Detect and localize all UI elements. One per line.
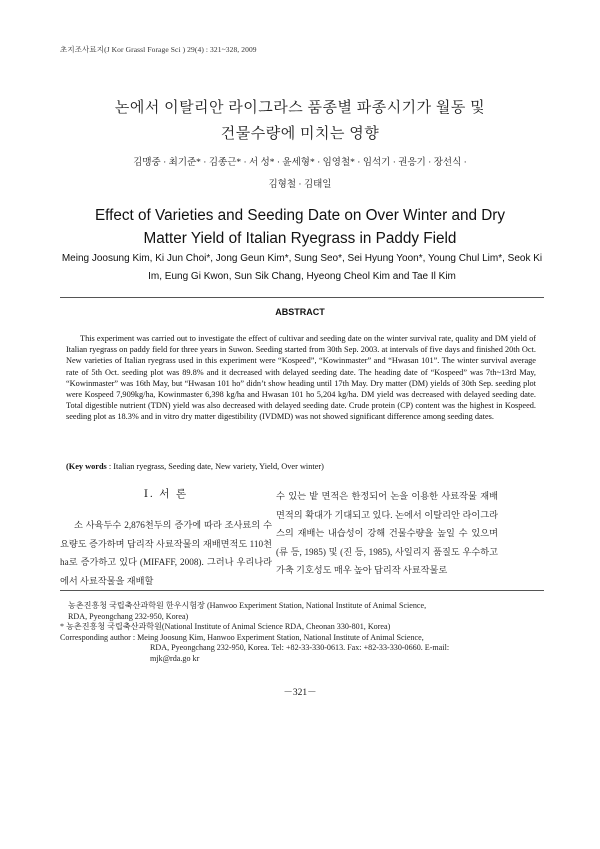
corresponding-author: [60, 633, 544, 644]
corresponding-author-text: : Meing Joosung Kim, Hanwoo Experiment Station, National Institute of Animal Science,: [130, 632, 424, 642]
korean-authors-line1: 김맹중 · 최기준* · 김종근* · 서 성* · 윤세형* · 임영철* · 임석기 · 권응기 · 장선식 ·: [133, 158, 467, 168]
keywords: [66, 461, 536, 472]
keywords-text: : Italian ryegrass, Seeding date, New variety, Yield, Over winter): [106, 462, 324, 471]
korean-authors-line2: 김형철 · 김태일: [268, 180, 332, 190]
footnote-affiliation: 농촌진흥청 국립축산과학원 한우시험장 (Hanwoo Experiment Station, National Institute of Animal Science,: [68, 601, 427, 610]
divider-top: [60, 297, 544, 298]
english-title-line1: Effect of Varieties and Seeding Date on Over Winter and Dry: [94, 207, 506, 224]
corresponding-author-email: mjk@rda.go kr: [150, 653, 200, 663]
korean-title-line1: 논에서 이탈리안 라이그라스 품종별 파종시기가 월동 및: [114, 100, 486, 116]
keywords-label: (Key words: [66, 462, 107, 471]
corresponding-author-label: Corresponding author: [60, 632, 131, 642]
intro-left-column: 소 사육두수 2,876천두의 증가에 따라 조사료의 수요량도 증가하며 답리작 사료작물의 재배면적도 110천ha로 증가하고 있다 (MIFAFF, 2008). 그러나 우리나라에서 사료작물을 재배할: [60, 520, 272, 586]
journal-header: 초지조사료지(J Kor Grassl Forage Sci ) 29(4) : 321~328, 2009: [60, 45, 257, 54]
page-number: －321－: [283, 688, 317, 698]
english-authors: Meing Joosung Kim, Ki Jun Choi*, Jong Geun Kim*, Sung Seo*, Sei Hyung Yoon*, Young Chul Lim*, Seok Ki Im, Eung Gi Kwon, Sun Sik Chang, Hyeong Cheol Kim and Tae Il Kim: [61, 253, 543, 282]
intro-right-column: 수 있는 밭 면적은 한정되어 논을 이용한 사료작물 재배면적의 확대가 기대되고 있다. 논에서 이탈리안 라이그라스의 재배는 내습성이 강해 건물수량을 높일 수 있으며 (류 등, 1985) 및 (진 등, 1985), 사일리지 품질도 우수하고 가축 기호성도 매우 높아 답리작 사료작물로: [276, 491, 498, 576]
abstract-heading: ABSTRACT: [275, 307, 325, 317]
footnote-affiliation-star: * 농촌진흥청 국립축산과학원(National Institute of Animal Science RDA, Cheonan 330-801, Korea): [60, 622, 391, 632]
corresponding-author-contact: RDA, Pyeongchang 232-950, Korea. Tel: +82-33-330-0613. Fax: +82-33-330-0660. E-mail:: [150, 643, 450, 653]
divider-footnotes: [60, 590, 544, 591]
section-heading-introduction: Ⅰ. 서 론: [143, 489, 189, 500]
footnote-affiliation-cont: RDA, Pyeongchang 232-950, Korea): [68, 611, 189, 621]
footnotes: [60, 601, 544, 665]
korean-title-line2: 건물수량에 미치는 영향: [220, 126, 380, 142]
abstract-body: [66, 333, 536, 423]
abstract-text: This experiment was carried out to investigate the effect of cultivar and seeding date on the winter survival rate, quality and DM yield of Italian ryegrass on paddy field for three years in Suwon. Seeding started from 30th Sep. 2003. at intervals of five days and finished 20th Oct. New varieties of Italian ryegrass used in this experiment were “Kospeed”, “Kowinmaster” and “Hwasan 101”. The winter survival average rate of 5th Oct. seeding plot was 89.8% and it decreased with delayed seeding date. The heading date of “Kospeed” was 7th~13rd May, “Kowinmaster” was 16th May, but “Hwasan 101 ho” didn’t show heading until 17th May. Dry matter (DM) yields of 30th Sep. seeding plot were Kospeed 7,909kg/ha, Kowinmaster 6,398 kg/ha and Hwasan 101 ho 5,204 kg/ha. DM yield was decreased with delayed seeding date. Total digestible nutrient (TDN) yield was also decreased with delayed seeding date. Crude protein (CP) content was the highest in Kospeed. seeding plot as 18.3% and in vitro dry matter digestibility (IVDMD) was not showed significant difference among seeding dates.: [66, 334, 536, 422]
english-title-line2: Matter Yield of Italian Ryegrass in Paddy Field: [143, 230, 457, 247]
